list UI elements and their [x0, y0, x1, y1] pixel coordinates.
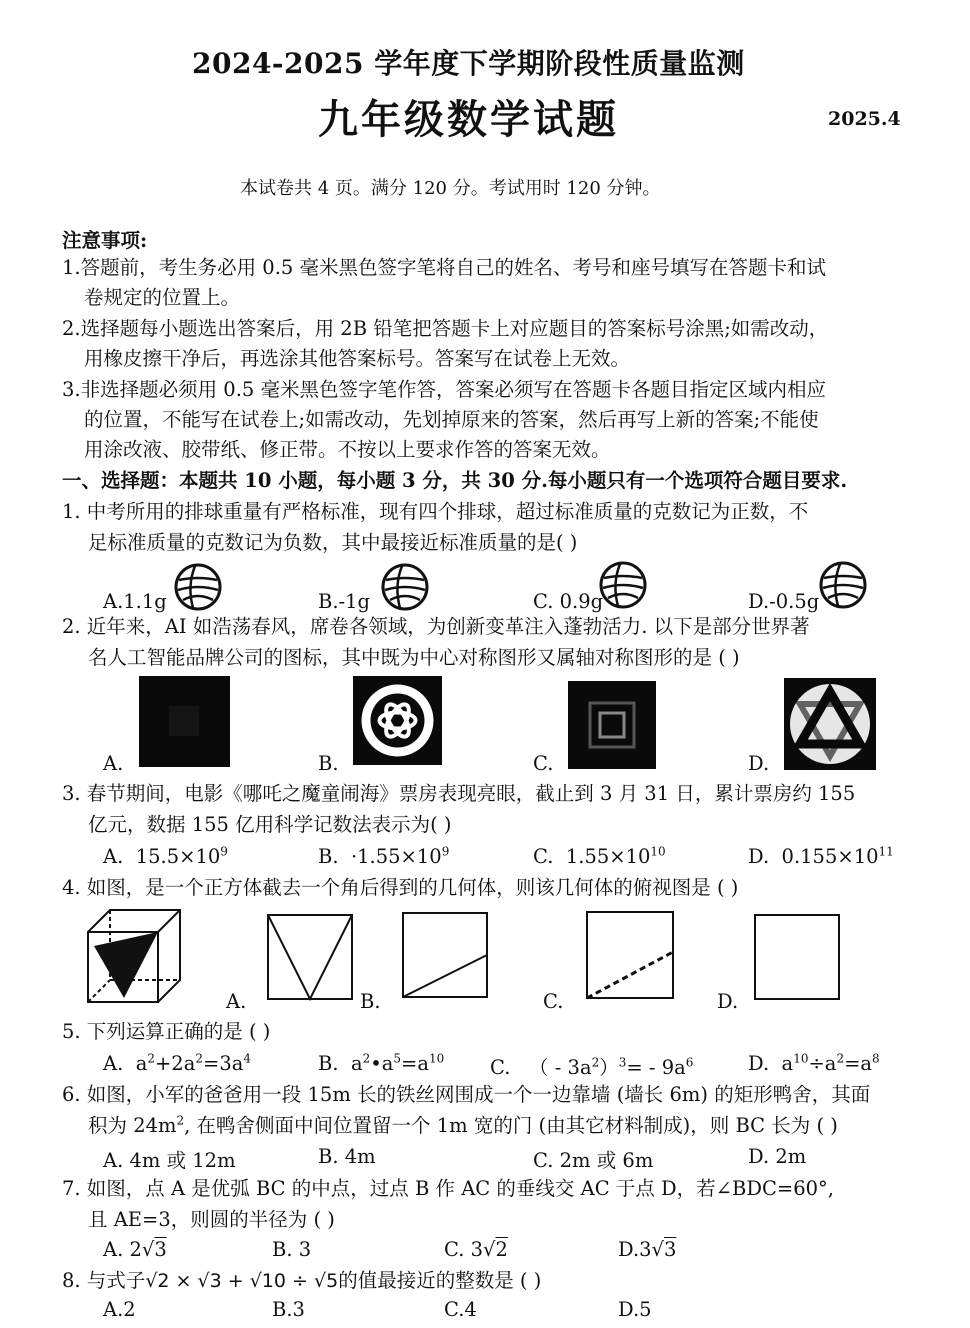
cut-cube-figure: [84, 906, 184, 1006]
q5-option-a-e3: 4: [243, 1051, 251, 1066]
q8-option-a: A.2: [103, 1298, 136, 1321]
q6-line2-a: 积为 24m: [88, 1114, 177, 1137]
volleyball-icon: [818, 560, 868, 610]
q8-expression: √2 × √3 + √10 ÷ √5: [145, 1270, 339, 1292]
q5-option-a-label: A.: [103, 1052, 124, 1075]
volleyball-icon: [173, 562, 223, 612]
q6-option-a: A. 4m 或 12m: [103, 1149, 236, 1172]
q5-option-c-e1: 2: [591, 1055, 600, 1070]
q7-option-a-label: A. 2: [103, 1238, 142, 1261]
q7-option-d-radicand: 3: [663, 1238, 677, 1261]
q1-option-b: B.-1g: [318, 590, 371, 613]
q5-option-b-p3: =a: [401, 1052, 429, 1075]
q2-line2: 名人工智能品牌公司的图标，其中既为中心对称图形又属轴对称图形的是 ( ): [88, 646, 740, 669]
q7-option-a: A. 2√3: [103, 1238, 167, 1261]
q4-view-b: [401, 911, 489, 999]
q3-option-d-exponent: 11: [878, 844, 894, 859]
q5-option-b-p1: a: [350, 1052, 363, 1075]
q3-option-b-mantissa: ·1.55×10: [350, 845, 442, 868]
volleyball-icon: [598, 560, 648, 610]
q5-option-d-e3: 8: [872, 1051, 880, 1066]
q5-option-c-e2: 3: [618, 1055, 627, 1070]
q7-option-c-radicand: 2: [495, 1238, 508, 1261]
q4-line1: 4. 如图，是一个正方体截去一个角后得到的几何体，则该几何体的俯视图是 ( ): [62, 876, 739, 899]
q5-option-d-e1: 10: [793, 1051, 809, 1066]
q5-option-b-e2: 5: [393, 1051, 401, 1066]
q5-option-a-e1: 2: [147, 1051, 155, 1066]
notes-heading: 注意事项:: [62, 229, 148, 252]
q3-option-d: [748, 845, 894, 868]
q5-option-d-p1: a: [781, 1052, 794, 1075]
q3-option-c: [533, 845, 666, 868]
q2-option-d: D.: [748, 752, 770, 775]
note-1-line1: 1.答题前，考生务必用 0.5 毫米黑色签字笔将自己的姓名、考号和座号填写在答题卡和试: [62, 256, 827, 279]
exam-title-line1: 2024-2025 学年度下学期阶段性质量监测: [192, 47, 745, 80]
q3-option-c-mantissa: 1.55×10: [565, 845, 651, 868]
q6-option-d: D. 2m: [748, 1145, 807, 1168]
q2-option-b: B.: [318, 752, 339, 775]
q5-option-a-p2: +2a: [154, 1052, 196, 1075]
ai-logo-c-icon: [568, 681, 656, 769]
q5-option-c: [490, 1052, 693, 1080]
q5-option-b-e3: 10: [428, 1051, 445, 1066]
q3-line1: 3. 春节期间，电影《哪吒之魔童闹海》票房表现亮眼，截止到 3 月 31 日，累计票房约 155: [62, 782, 856, 805]
q3-option-c-exponent: 10: [650, 844, 666, 859]
note-2-line2: 用橡皮擦干净后，再选涂其他答案标号。答案写在试卷上无效。: [84, 347, 631, 370]
q2-option-c: C.: [533, 752, 554, 775]
volleyball-icon: [380, 562, 430, 612]
q3-option-b-label: B.: [318, 845, 339, 868]
q5-line1: 5. 下列运算正确的是 ( ): [62, 1020, 271, 1043]
q1-option-c: C. 0.9g: [533, 590, 604, 613]
q6-line2-b: , 在鸭舍侧面中间位置留一个 1m 宽的门 (由其它材料制成)，则 BC 长为 ( ): [184, 1114, 838, 1137]
q4-view-a: [266, 913, 354, 1001]
q8-line1: [62, 1266, 541, 1296]
q5-option-d: [748, 1052, 880, 1075]
note-3-line2: 的位置，不能写在试卷上;如需改动，先划掉原来的答案，然后再写上新的答案;不能使: [84, 408, 819, 431]
q7-option-b-label: B. 3: [272, 1238, 312, 1261]
q5-option-b-e1: 2: [362, 1051, 371, 1066]
note-3-line3: 用涂改液、胶带纸、修正带。不按以上要求作答的答案无效。: [84, 438, 611, 461]
q3-option-a: [103, 845, 228, 868]
q3-option-d-mantissa: 0.155×10: [781, 845, 879, 868]
q6-line2-exp: 2: [176, 1113, 185, 1128]
q8-option-c: C.4: [444, 1298, 477, 1321]
q5-option-c-label: C.: [490, 1056, 511, 1079]
note-2-line1: 2.选择题每小题选出答案后，用 2B 铅笔把答题卡上对应题目的答案标号涂黑;如需改动，: [62, 317, 829, 340]
openai-logo-icon: [353, 676, 442, 765]
q8-option-d: D.5: [618, 1298, 652, 1321]
q5-option-a: [103, 1052, 251, 1075]
q1-line1: 1. 中考所用的排球重量有严格标准，现有四个排球，超过标准质量的克数记为正数，不: [62, 500, 809, 523]
section-1-heading: 一、选择题：本题共 10 小题，每小题 3 分，共 30 分.每小题只有一个选项符合题目要求.: [62, 469, 848, 492]
q5-option-a-p1: a: [135, 1052, 148, 1075]
q7-option-b: [272, 1238, 311, 1261]
q3-line2: 亿元，数据 155 亿用科学记数法表示为( ): [88, 813, 452, 836]
q4-option-c: C.: [543, 990, 564, 1013]
q3-option-c-label: C.: [533, 845, 554, 868]
q3-option-b-exponent: 9: [441, 844, 450, 859]
q6-line2: [88, 1111, 838, 1141]
ai-logo-d-icon: [784, 678, 876, 770]
exam-info: 本试卷共 4 页。满分 120 分。考试用时 120 分钟。: [240, 178, 661, 199]
note-3-line1: 3.非选择题必须用 0.5 毫米黑色签字笔作答，答案必须写在答题卡各题目指定区域内相应: [62, 378, 827, 401]
q8-prefix: 8. 与式子: [62, 1269, 146, 1292]
q4-view-c: [585, 910, 675, 1000]
q1-line2: 足标准质量的克数记为负数，其中最接近标准质量的是( ): [88, 531, 578, 554]
exam-title-line2: 九年级数学试题: [318, 96, 619, 143]
q1-option-a: A.1.1g: [103, 590, 167, 613]
q1-option-d: D.-0.5g: [748, 590, 820, 613]
q5-option-a-p3: =3a: [202, 1052, 244, 1075]
q5-option-d-p2: ÷a: [808, 1052, 837, 1075]
note-1-line2: 卷规定的位置上。: [84, 286, 241, 309]
q5-option-a-e2: 2: [195, 1051, 203, 1066]
q7-option-c: C. 3√2: [444, 1238, 508, 1261]
q7-option-d: D.3√3: [618, 1238, 677, 1261]
q3-option-a-exponent: 9: [220, 844, 228, 859]
q5-option-c-p3: = - 9a: [626, 1056, 686, 1079]
q7-line2: 且 AE=3，则圆的半径为 ( ): [88, 1208, 335, 1231]
q6-option-b: B. 4m: [318, 1145, 376, 1168]
ai-logo-a-icon: [139, 676, 230, 767]
q5-option-d-label: D.: [748, 1052, 770, 1075]
q5-option-b: [318, 1052, 444, 1075]
q8-option-b: B.3: [272, 1298, 305, 1321]
q2-option-a: A.: [103, 752, 124, 775]
q5-option-d-e2: 2: [836, 1051, 845, 1066]
q5-option-c-p1: （ - 3a: [529, 1056, 592, 1079]
exam-date: 2025.4: [828, 108, 901, 130]
q4-view-d: [753, 913, 841, 1001]
q7-option-c-label: C. 3: [444, 1238, 484, 1261]
q5-option-c-p2: ）: [599, 1056, 619, 1079]
q4-option-a: A.: [226, 990, 247, 1013]
q4-option-b: B.: [360, 990, 381, 1013]
q3-option-a-mantissa: 15.5×10: [135, 845, 221, 868]
q7-option-a-radicand: 3: [154, 1238, 167, 1261]
q5-option-d-p3: =a: [844, 1052, 873, 1075]
q7-line1: 7. 如图，点 A 是优弧 BC 的中点，过点 B 作 AC 的垂线交 AC 于点 D，若∠BDC=60°,: [62, 1177, 834, 1200]
q3-option-b: [318, 845, 449, 868]
q6-line1: 6. 如图，小军的爸爸用一段 15m 长的铁丝网围成一个一边靠墙 (墙长 6m) 的矩形鸭舍，其面: [62, 1083, 871, 1106]
q6-option-c: C. 2m 或 6m: [533, 1149, 654, 1172]
q5-option-b-p2: •a: [370, 1052, 394, 1075]
q5-option-c-e3: 6: [685, 1055, 694, 1070]
q3-option-d-label: D.: [748, 845, 770, 868]
q2-line1: 2. 近年来，AI 如浩荡春风，席卷各领域，为创新变革注入蓬勃活力. 以下是部分世界著: [62, 615, 810, 638]
q5-option-b-label: B.: [318, 1052, 339, 1075]
q3-option-a-label: A.: [103, 845, 124, 868]
q7-option-d-label: D.3: [618, 1238, 652, 1261]
q8-suffix: 的值最接近的整数是 ( ): [338, 1269, 542, 1292]
q4-option-d: D.: [717, 990, 739, 1013]
